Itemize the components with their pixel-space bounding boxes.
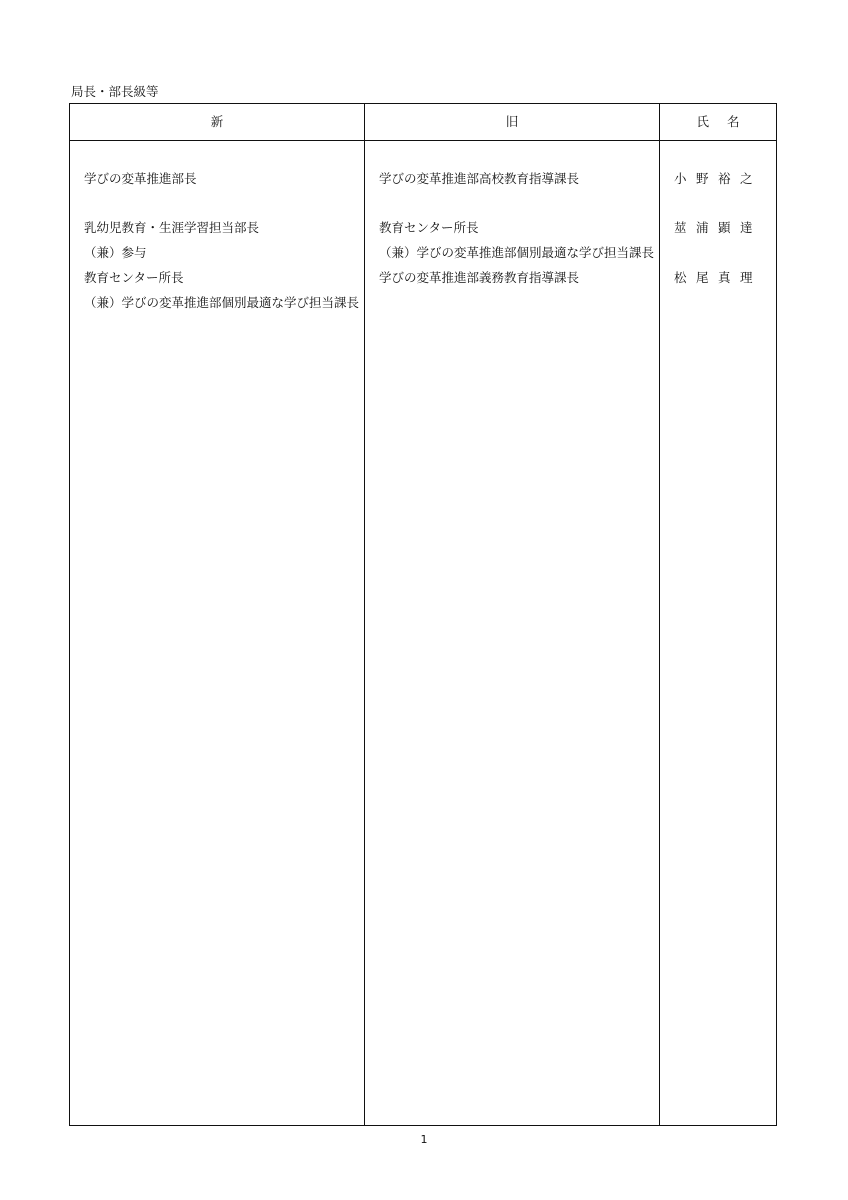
row-3-new-position: 教育センター所長	[84, 270, 184, 285]
header-new: 新	[210, 114, 224, 129]
column-divider-1	[364, 104, 365, 1125]
header-divider	[70, 140, 776, 141]
header-old: 旧	[505, 114, 519, 129]
header-name: 氏名	[696, 114, 758, 129]
row-2-old-concurrent: （兼）学びの変革推進部個別最適な学び担当課長	[379, 245, 655, 260]
section-title: 局長・部長級等	[71, 84, 159, 99]
row-1-old-position: 学びの変革推進部高校教育指導課長	[379, 171, 580, 186]
row-2-new-concurrent: （兼）参与	[84, 245, 147, 260]
row-3-new-concurrent: （兼）学びの変革推進部個別最適な学び担当課長	[84, 295, 360, 310]
row-3-old-position: 学びの変革推進部義務教育指導課長	[379, 270, 580, 285]
row-3-name: 松尾真理	[674, 270, 763, 285]
row-2-name: 莁浦顕達	[674, 220, 763, 235]
personnel-table	[69, 103, 777, 1126]
row-2-new-position: 乳幼児教育・生涯学習担当部長	[84, 220, 260, 235]
row-1-new-position: 学びの変革推進部長	[84, 171, 197, 186]
column-divider-2	[659, 104, 660, 1125]
row-1-name: 小野裕之	[674, 171, 763, 186]
row-2-old-position: 教育センター所長	[379, 220, 479, 235]
page-number: 1	[420, 1133, 428, 1146]
